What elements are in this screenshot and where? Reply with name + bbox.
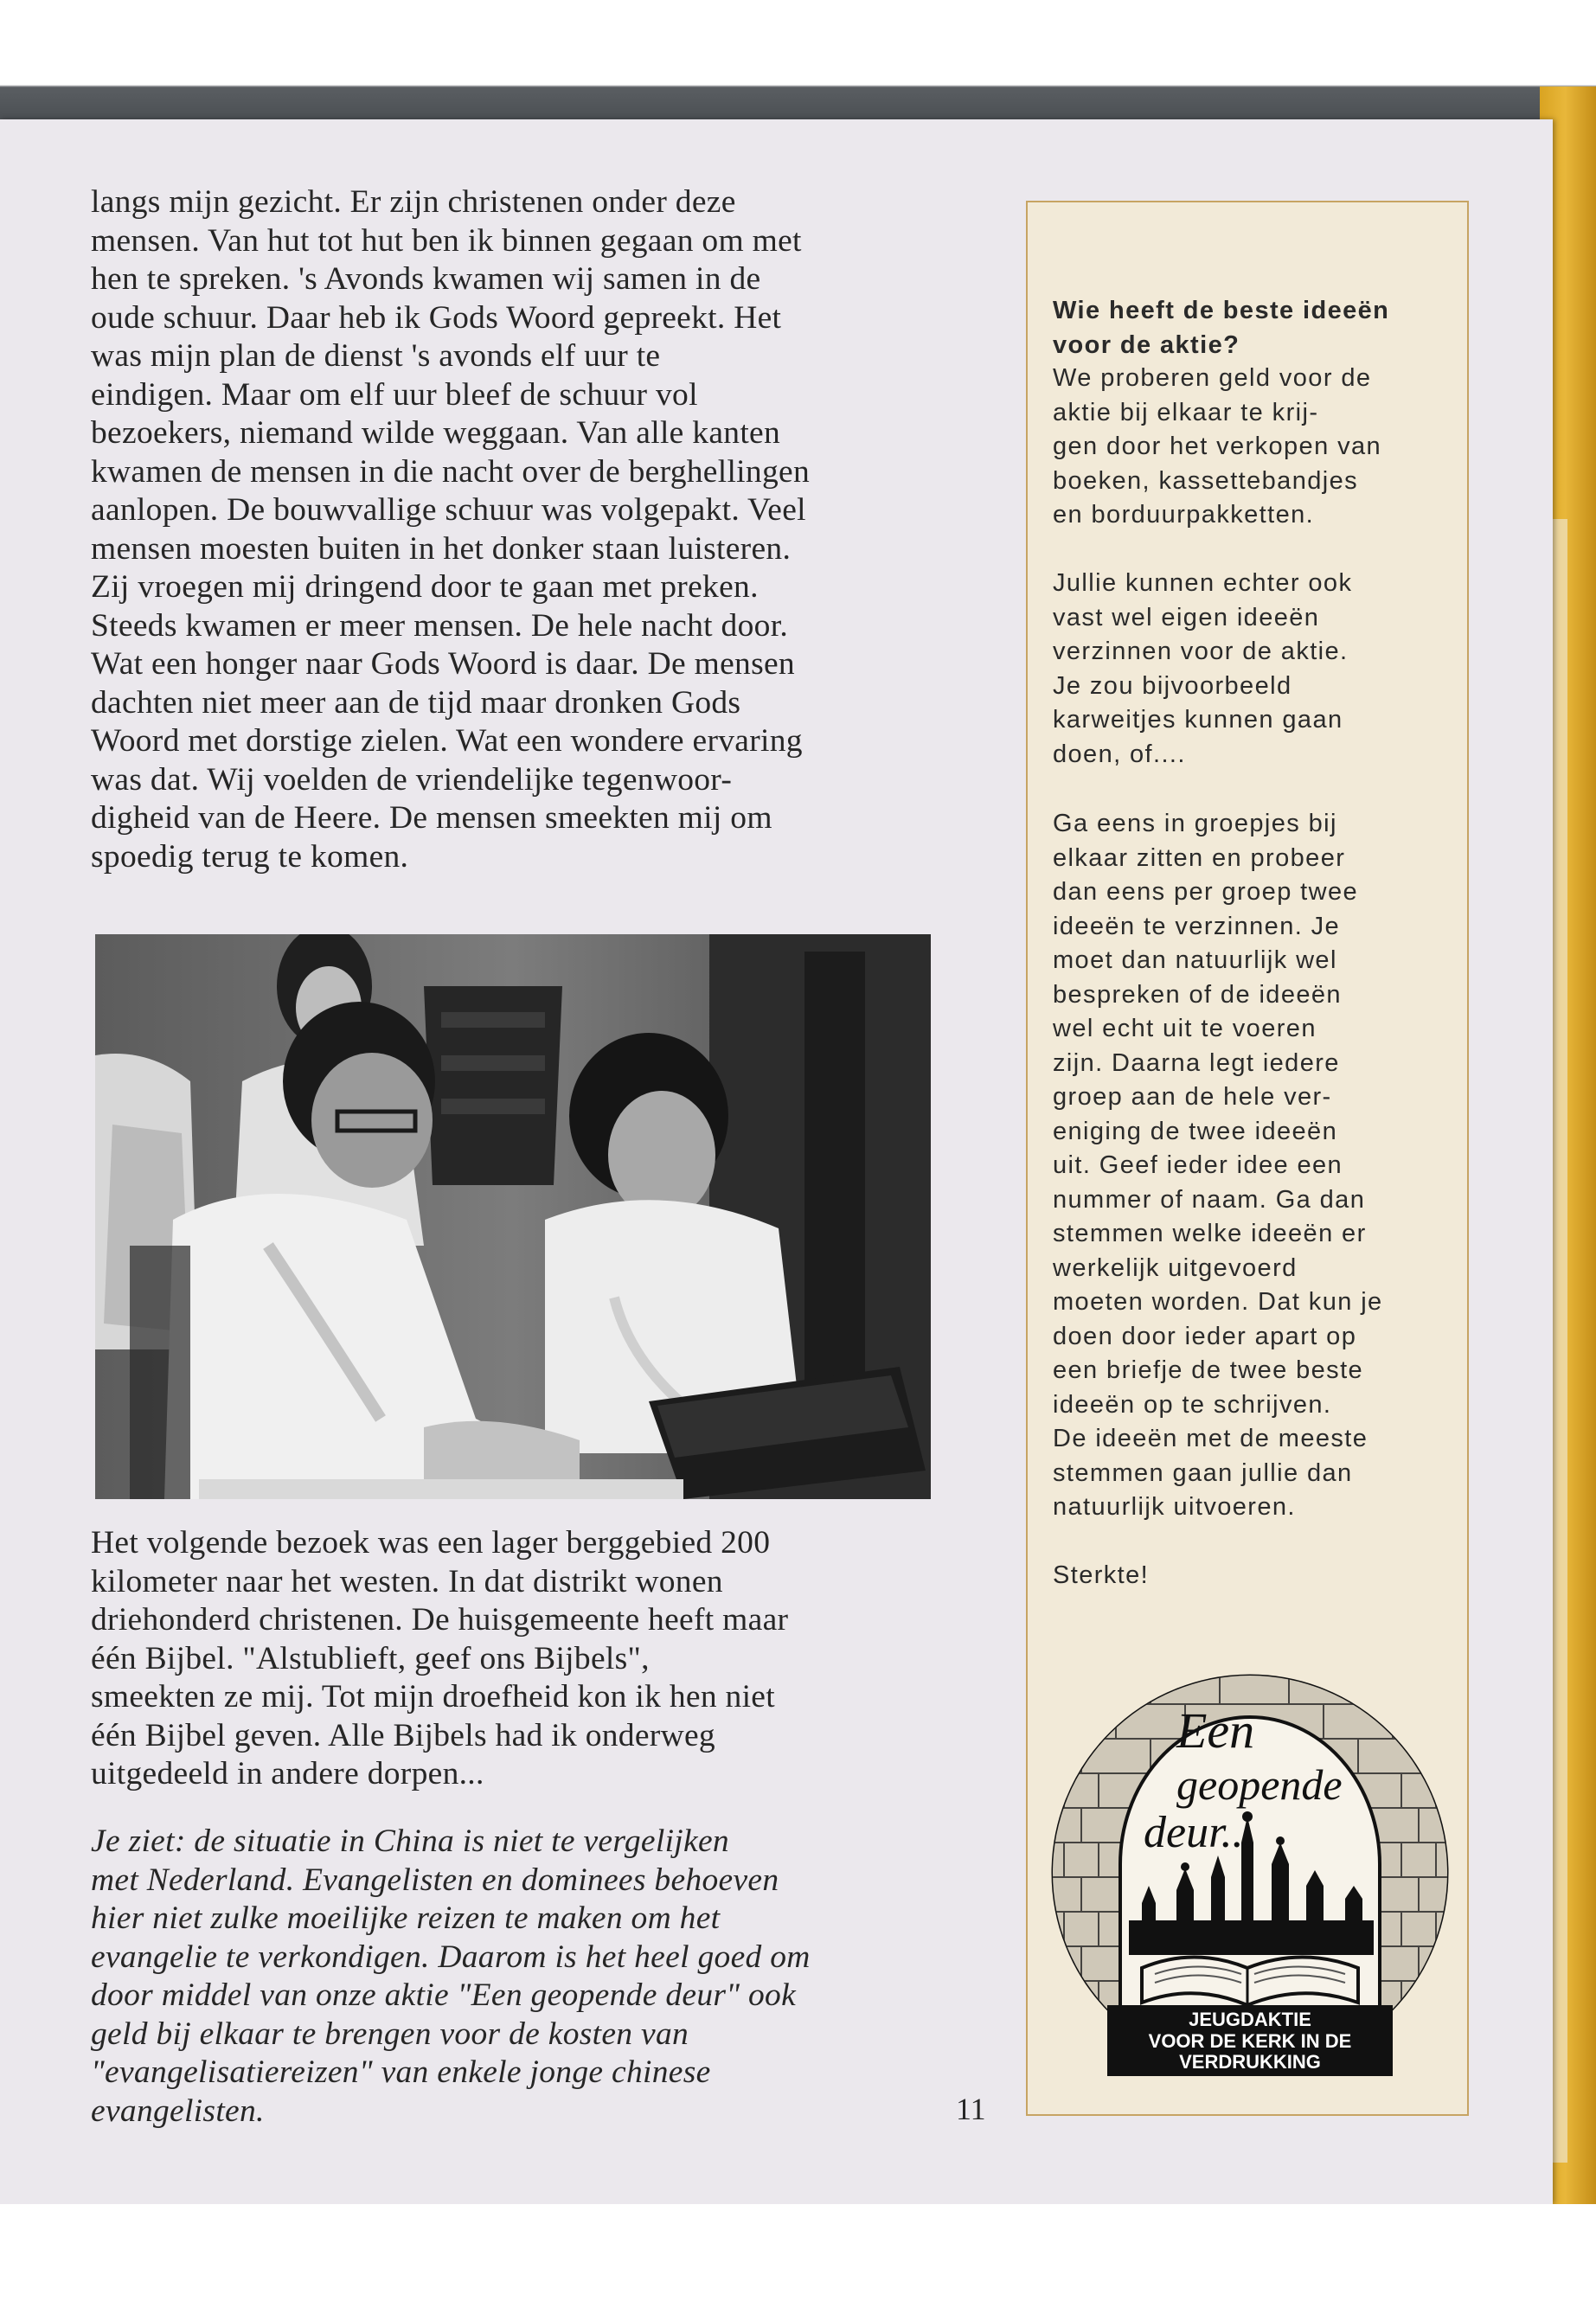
intro-line: langs mijn gezicht. Er zijn christenen onder deze bbox=[91, 184, 736, 220]
sidebar-p3-line: elkaar zitten en probeer bbox=[1053, 843, 1346, 872]
sidebar-p3-line: werkelijk uitgevoerd bbox=[1053, 1253, 1298, 1282]
sidebar-p3-line: De ideeën met de meeste bbox=[1053, 1425, 1368, 1452]
sidebar-p3-line: nummer of naam. Ga dan bbox=[1053, 1185, 1366, 1214]
sidebar-p1-line: We proberen geld voor de bbox=[1053, 364, 1372, 392]
sidebar-p3-line: moeten worden. Dat kun je bbox=[1053, 1288, 1383, 1316]
sidebar-p3-line: zijn. Daarna legt iedere bbox=[1053, 1048, 1340, 1077]
sidebar-p1-line: en borduurpakketten. bbox=[1053, 501, 1315, 529]
intro-line: aanlopen. De bouwvallige schuur was volgepakt. Veel bbox=[91, 492, 806, 528]
scan-top-edge bbox=[0, 0, 1596, 121]
intro-line: spoedig terug te komen. bbox=[91, 838, 409, 875]
sidebar-p3-line: doen door ieder apart op bbox=[1053, 1322, 1357, 1350]
followup-line: één Bijbel. "Alstublieft, geef ons Bijbels", bbox=[91, 1640, 650, 1676]
sidebar-p3-line: bespreken of de ideeën bbox=[1053, 980, 1342, 1009]
article-closing-italic bbox=[91, 1823, 965, 2131]
binder-edge-highlight bbox=[1550, 519, 1567, 2163]
intro-line: digheid van de Heere. De mensen smeekten mij om bbox=[91, 800, 772, 836]
followup-line: uitgedeeld in andere dorpen... bbox=[91, 1756, 484, 1791]
sidebar-p3-line: ideeën te verzinnen. Je bbox=[1053, 912, 1341, 940]
closing-line: evangelie te verkondigen. Daarom is het heel goed om bbox=[91, 1939, 811, 1975]
intro-line: Wat een honger naar Gods Woord is daar. De mensen bbox=[91, 646, 795, 682]
logo-banner-line-2: VOOR DE KERK IN DE bbox=[1148, 2030, 1352, 2052]
sidebar-p1-line: aktie bij elkaar te krij- bbox=[1053, 398, 1319, 426]
jeugdaktie-logo bbox=[1047, 1670, 1453, 2076]
sidebar-p3-line: stemmen gaan jullie dan bbox=[1053, 1458, 1353, 1487]
intro-line: was dat. Wij voelden de vriendelijke tegenwoor- bbox=[91, 761, 733, 798]
followup-line: Het volgende bezoek was een lager berggebied 200 bbox=[91, 1525, 771, 1561]
logo-banner-line-3: VERDRUKKING bbox=[1179, 2051, 1321, 2073]
intro-line: Steeds kwamen er meer mensen. De hele nacht door. bbox=[91, 607, 789, 644]
page-number: 11 bbox=[956, 2092, 986, 2126]
sidebar-p3-line: Ga eens in groepjes bij bbox=[1053, 810, 1337, 837]
sidebar-p3-line: stemmen welke ideeën er bbox=[1053, 1220, 1367, 1247]
intro-line: Zij vroegen mij dringend door te gaan met preken. bbox=[91, 569, 759, 605]
logo-title-line-2: geopende bbox=[1176, 1760, 1343, 1809]
intro-line: mensen. Van hut tot hut ben ik binnen gegaan om met bbox=[91, 222, 802, 259]
sidebar-p1-line: gen door het verkopen van bbox=[1053, 433, 1382, 460]
sidebar-question-line: Wie heeft de beste ideeën bbox=[1053, 297, 1390, 324]
sidebar-p3-line: uit. Geef ieder idee een bbox=[1053, 1151, 1343, 1179]
sidebar-question bbox=[1053, 294, 1459, 362]
article-followup bbox=[91, 1524, 965, 1794]
followup-line: smeekten ze mij. Tot mijn droefheid kon ik hen niet bbox=[91, 1679, 775, 1715]
photo-people-reading-bible bbox=[95, 934, 931, 1499]
intro-line: hen te spreken. 's Avonds kwamen wij samen in de bbox=[91, 261, 761, 297]
intro-line: Woord met dorstige zielen. Wat een wondere ervaring bbox=[91, 723, 803, 759]
sidebar-p2-line: Je zou bijvoorbeeld bbox=[1053, 671, 1292, 700]
sidebar-signoff: Sterkte! bbox=[1053, 1561, 1150, 1589]
closing-line: evangelisten. bbox=[91, 2093, 265, 2129]
sidebar-p3-line: wel echt uit te voeren bbox=[1053, 1015, 1317, 1042]
sidebar-paragraph-3 bbox=[1053, 807, 1459, 1525]
intro-line: kwamen de mensen in die nacht over de berghellingen bbox=[91, 453, 810, 490]
sidebar-p1-line: boeken, kassettebandjes bbox=[1053, 466, 1359, 495]
sidebar-p3-line: een briefje de twee beste bbox=[1053, 1356, 1364, 1384]
logo-title-line-3: deur... bbox=[1144, 1808, 1255, 1857]
intro-line: dachten niet meer aan de tijd maar dronken Gods bbox=[91, 684, 741, 721]
sidebar-p2-line: vast wel eigen ideeën bbox=[1053, 603, 1320, 631]
article-intro bbox=[91, 183, 965, 876]
followup-line: kilometer naar het westen. In dat distrikt wonen bbox=[91, 1563, 723, 1599]
intro-line: was mijn plan de dienst 's avonds elf uur te bbox=[91, 338, 661, 374]
closing-line: hier niet zulke moeilijke reizen te maken om het bbox=[91, 1900, 721, 1936]
sidebar-p3-line: ideeën op te schrijven. bbox=[1053, 1390, 1332, 1419]
sidebar-p2-line: doen, of.... bbox=[1053, 740, 1186, 768]
logo-title-line-1: Een bbox=[1176, 1702, 1255, 1759]
sidebar-paragraph-2 bbox=[1053, 567, 1459, 772]
logo-banner-line-1: JEUGDAKTIE bbox=[1189, 2009, 1311, 2030]
sidebar-p2-line: verzinnen voor de aktie. bbox=[1053, 638, 1349, 665]
closing-line: "evangelisatiereizen" van enkele jonge chinese bbox=[91, 2054, 711, 2090]
intro-line: bezoekers, niemand wilde weggaan. Van alle kanten bbox=[91, 415, 781, 451]
sidebar-paragraph-1 bbox=[1053, 362, 1459, 533]
closing-line: geld bij elkaar te brengen voor de kosten van bbox=[91, 2016, 689, 2052]
sidebar-question-line: voor de aktie? bbox=[1053, 330, 1240, 359]
followup-line: één Bijbel geven. Alle Bijbels had ik onderweg bbox=[91, 1717, 715, 1753]
intro-line: oude schuur. Daar heb ik Gods Woord gepreekt. Het bbox=[91, 299, 782, 336]
intro-line: mensen moesten buiten in het donker staan luisteren. bbox=[91, 530, 792, 567]
sidebar-p3-line: moet dan natuurlijk wel bbox=[1053, 946, 1337, 974]
scan-bottom-edge bbox=[0, 2204, 1596, 2301]
followup-line: driehonderd christenen. De huisgemeente heeft maar bbox=[91, 1602, 789, 1638]
intro-line: eindigen. Maar om elf uur bleef de schuur vol bbox=[91, 376, 698, 413]
sidebar-p3-line: natuurlijk uitvoeren. bbox=[1053, 1493, 1296, 1521]
sidebar-p3-line: dan eens per groep twee bbox=[1053, 878, 1359, 906]
sidebar-p3-line: eniging de twee ideeën bbox=[1053, 1117, 1338, 1145]
closing-line: Je ziet: de situatie in China is niet te vergelijken bbox=[91, 1823, 729, 1859]
sidebar-p2-line: Jullie kunnen echter ook bbox=[1053, 569, 1353, 597]
closing-line: door middel van onze aktie "Een geopende deur" ook bbox=[91, 1977, 797, 2013]
sidebar-p2-line: karweitjes kunnen gaan bbox=[1053, 706, 1343, 734]
closing-line: met Nederland. Evangelisten en dominees behoeven bbox=[91, 1862, 779, 1898]
sidebar-p3-line: groep aan de hele ver- bbox=[1053, 1083, 1332, 1111]
article-photo bbox=[95, 934, 931, 1499]
